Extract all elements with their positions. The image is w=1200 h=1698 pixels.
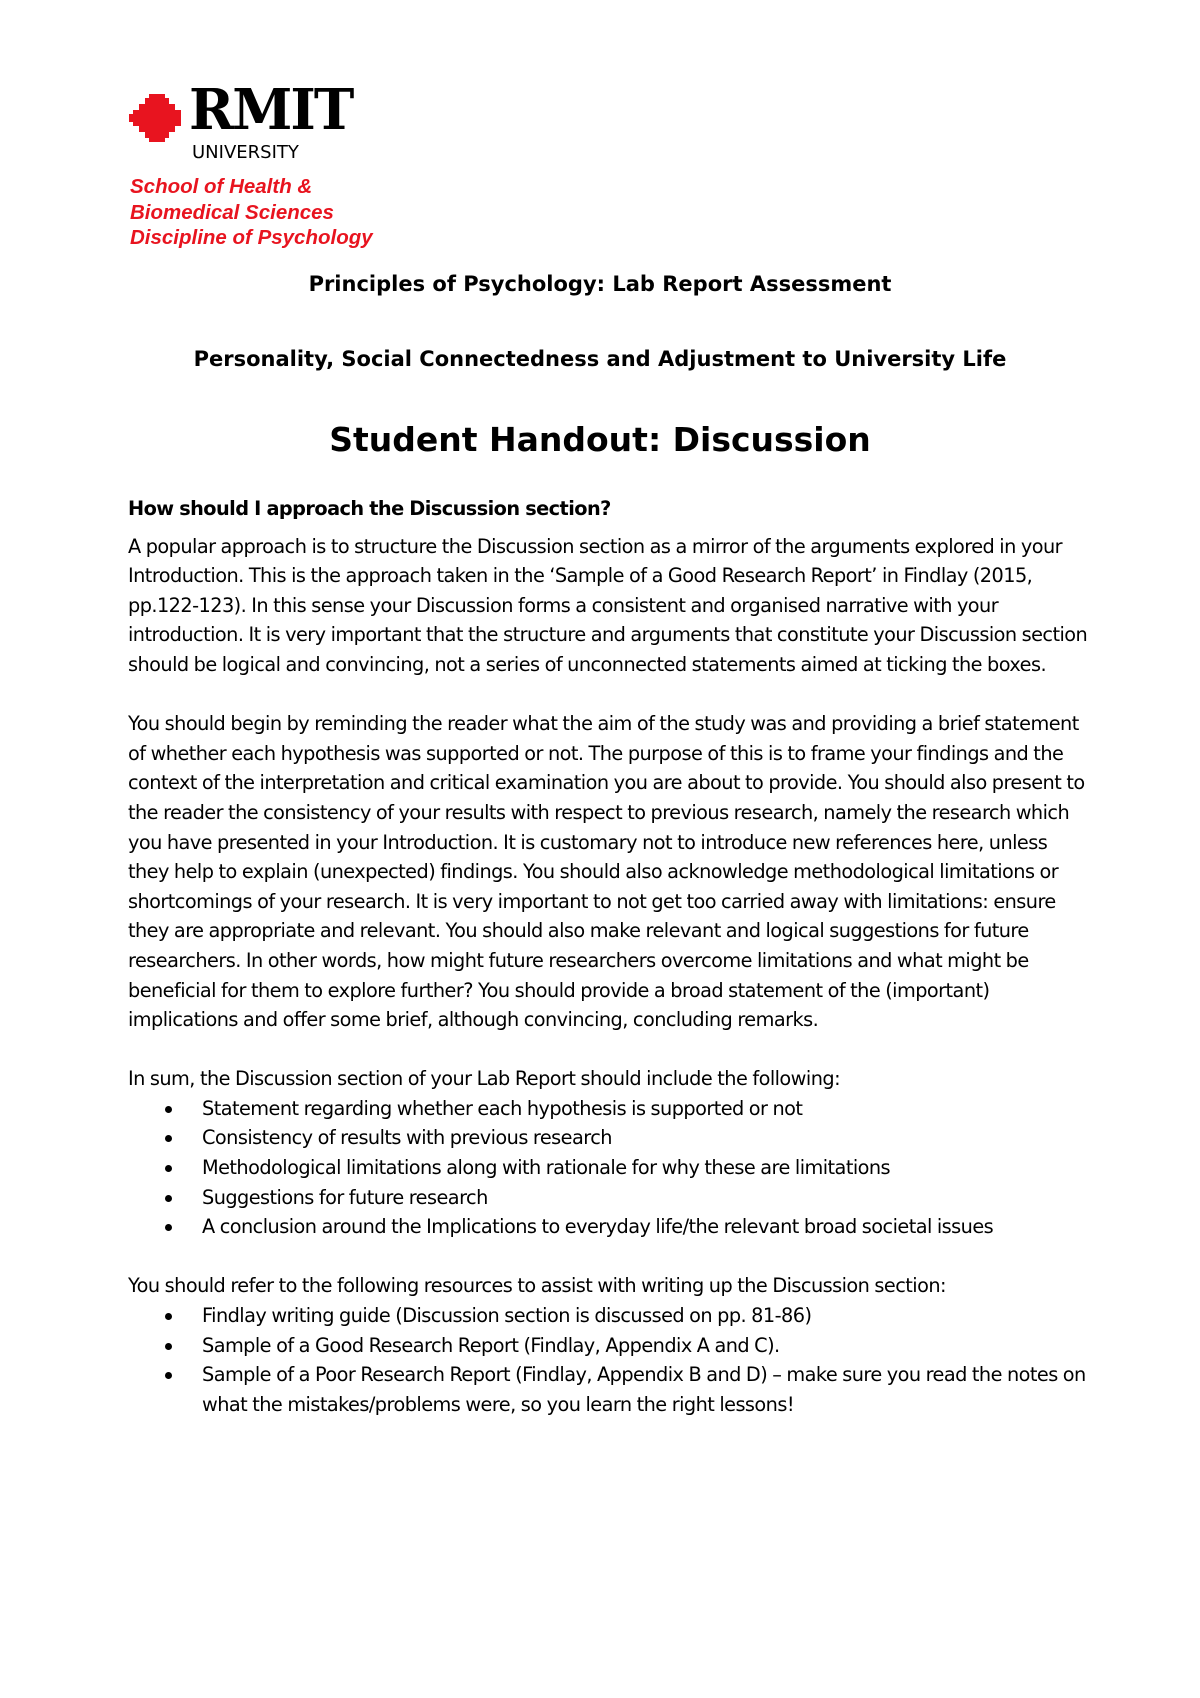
list-item: Sample of a Poor Research Report (Findlay, Appendix B and D) – make sure you read the notes on what the mistakes/problems were, so you learn the right lessons! [128,1360,1088,1419]
summary-list [128,1094,1088,1242]
list-item: Suggestions for future research [128,1183,1088,1213]
bullet-icon [165,1195,172,1202]
resources-intro: You should refer to the following resources to assist with writing up the Discussion section: [128,1274,946,1298]
bullet-icon [165,1224,172,1231]
list-item: Statement regarding whether each hypothesis is supported or not [128,1094,1088,1124]
list-item: Findlay writing guide (Discussion section is discussed on pp. 81-86) [128,1301,1088,1331]
school-block [130,174,373,251]
section-question: How should I approach the Discussion section? [128,497,611,520]
document-body [128,494,1088,1419]
list-item: Consistency of results with previous research [128,1123,1088,1153]
list-item: Sample of a Good Research Report (Findlay, Appendix A and C). [128,1331,1088,1361]
bullet-icon [165,1313,172,1320]
bullet-icon [165,1343,172,1350]
paragraph: You should begin by reminding the reader what the aim of the study was and providing a brief statement of whether each hypothesis was supported or not. The purpose of this is to frame your findings and the context of the interpretation and critical examination you are about to provide. You should also present to the reader the consistency of your results with respect to previous research, namely the research which you have presented in your Introduction. It is customary not to introduce new references here, unless they help to explain (unexpected) findings. You should also acknowledge methodological limitations or shortcomings of your research. It is very important to not get too carried away with limitations: ensure they are appropriate and relevant. You should also make relevant and logical suggestions for future researchers. In other words, how might future researchers overcome limitations and what might be beneficial for them to explore further? You should provide a broad statement of the (important) implications and offer some brief, although convincing, concluding remarks. [128,712,1085,1032]
bullet-icon [165,1372,172,1379]
paragraph: A popular approach is to structure the Discussion section as a mirror of the arguments explored in your Introduction. This is the approach taken in the ‘Sample of a Good Research Report’ in Findlay (2015, pp.122-123). In this sense your Discussion forms a consistent and organised narrative with your introduction. It is very important that the structure and arguments that constitute your Discussion section should be logical and convincing, not a series of unconnected statements aimed at ticking the boxes. [128,534,1088,676]
bullet-icon [165,1135,172,1142]
rmit-logo [131,77,353,167]
bullet-icon [165,1106,172,1113]
logo-subtitle: UNIVERSITY [192,142,299,163]
list-item: A conclusion around the Implications to everyday life/the relevant broad societal issues [128,1212,1088,1242]
bullet-icon [165,1165,172,1172]
discipline-line: Discipline of Psychology [130,226,373,249]
summary-intro: In sum, the Discussion section of your Lab Report should include the following: [128,1067,841,1091]
school-line: Biomedical Sciences [130,200,334,224]
logo-wordmark: RMIT [189,77,353,143]
rmit-pixel-icon [129,94,189,146]
handout-title: Student Handout: Discussion [329,420,871,459]
school-line: School of Health & [130,175,313,198]
resources-list [128,1301,1088,1419]
list-item: Methodological limitations along with rationale for why these are limitations [128,1153,1088,1183]
topic-title: Personality, Social Connectedness and Adjustment to University Life [193,347,1007,371]
course-title: Principles of Psychology: Lab Report Assessment [308,272,892,296]
